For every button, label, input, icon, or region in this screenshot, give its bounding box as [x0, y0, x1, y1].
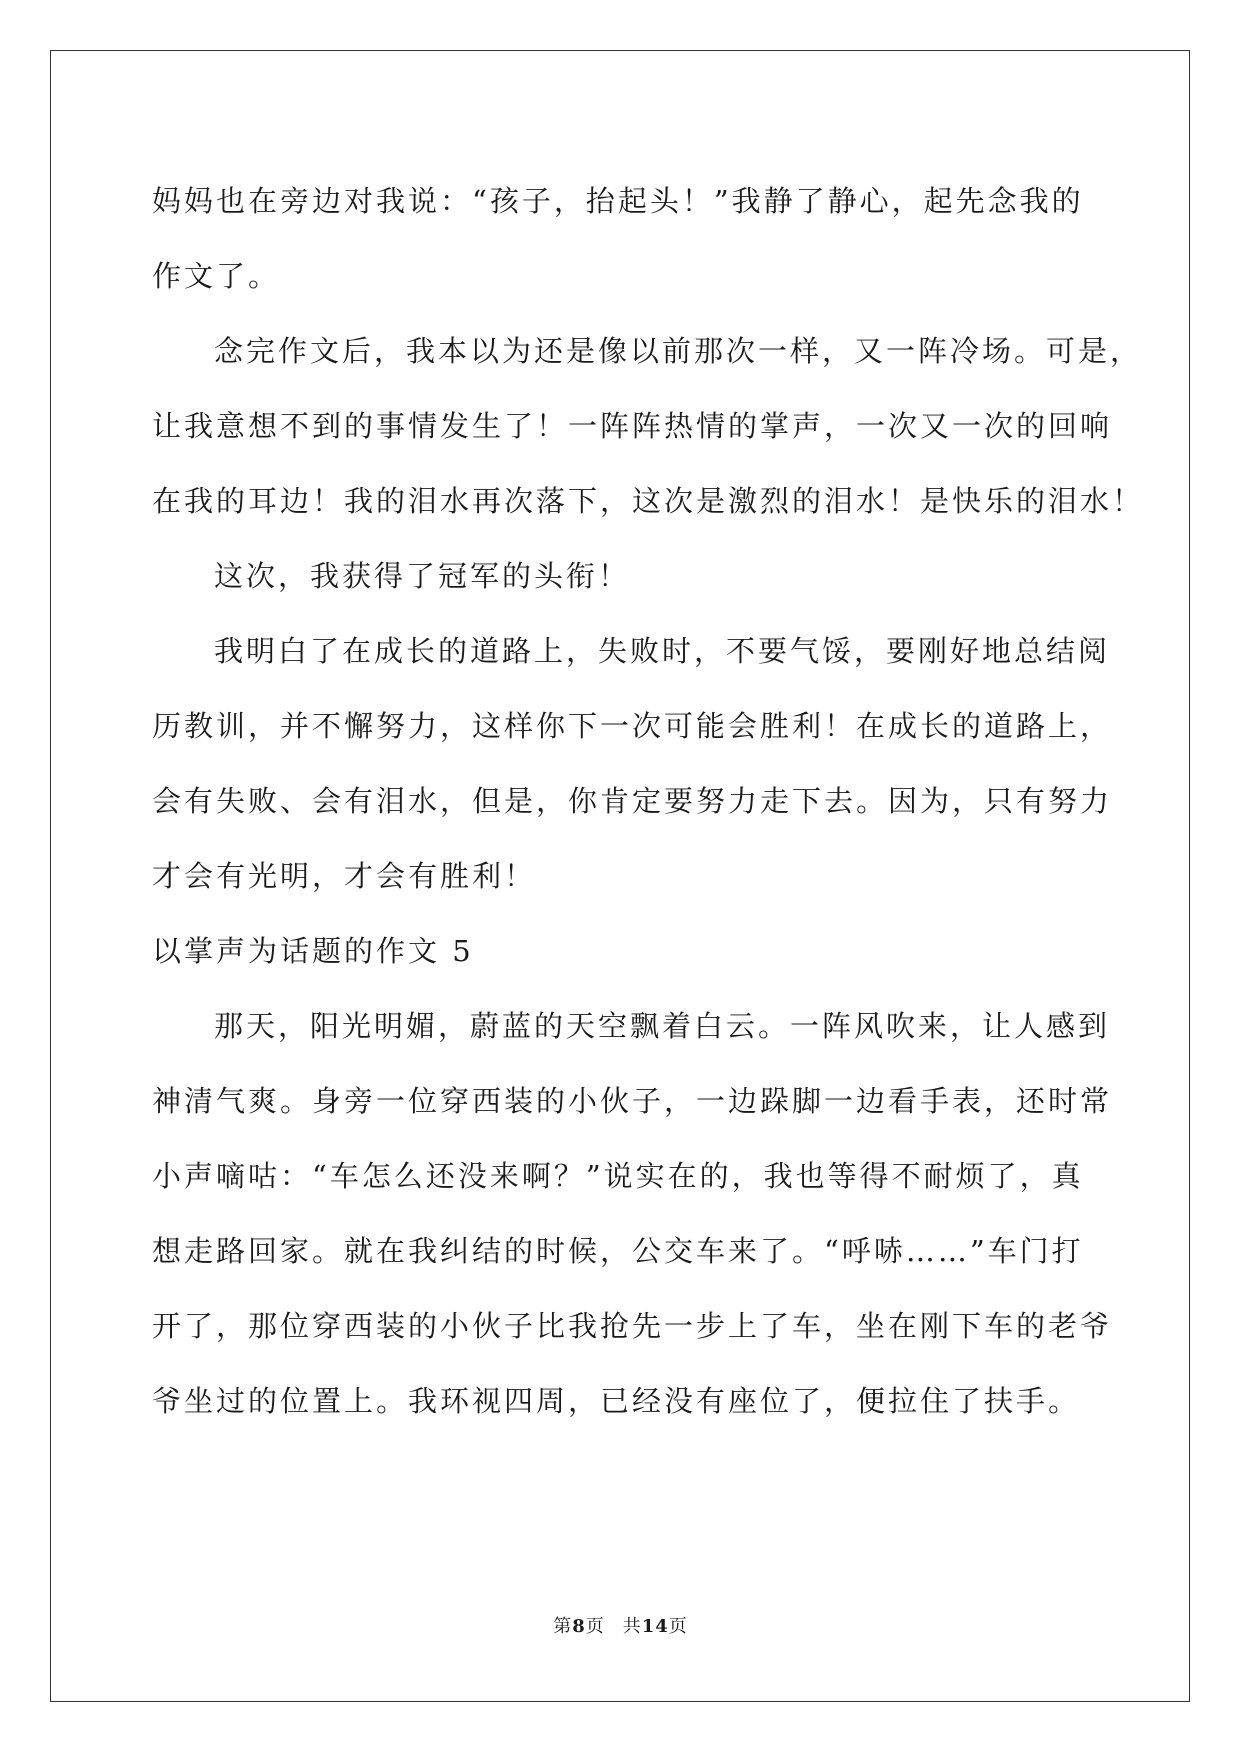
- section-heading: 以掌声为话题的作文 5: [152, 934, 474, 968]
- total-pages: 14: [641, 1616, 669, 1637]
- text-line: 爷坐过的位置上。我环视四周，已经没有座位了，便拉住了扶手。: [152, 1384, 1081, 1418]
- text-line: 那天，阳光明媚，蔚蓝的天空飘着白云。一阵风吹来，让人感到: [214, 1009, 1111, 1043]
- text-line: 在我的耳边！我的泪水再次落下，这次是激烈的泪水！是快乐的泪水！: [152, 484, 1145, 518]
- page-number-suffix: 页: [585, 1616, 605, 1637]
- paragraph-2: [152, 314, 1145, 539]
- text-line: 才会有光明，才会有胜利！: [152, 859, 537, 893]
- page-number-prefix: 第: [553, 1616, 573, 1637]
- page-number: 8: [572, 1616, 586, 1637]
- text-line: 会有失败、会有泪水，但是，你肯定要努力走下去。因为，只有努力: [152, 784, 1113, 818]
- paragraph-5: [152, 989, 1113, 1439]
- paragraph-4: [152, 614, 1113, 914]
- text-line: 妈妈也在旁边对我说：“孩子，抬起头！”我静了静心，起先念我的: [152, 184, 1084, 218]
- text-line: 小声嘀咕：“车怎么还没来啊？”说实在的，我也等得不耐烦了，真: [152, 1159, 1084, 1193]
- document-body: [152, 164, 1145, 1439]
- paragraph-3: [152, 539, 1092, 614]
- page-footer: [0, 1612, 1241, 1638]
- total-pages-prefix: 共: [622, 1616, 642, 1637]
- text-line: 这次，我获得了冠军的头衔！: [214, 559, 631, 593]
- text-line: 想走路回家。就在我纠结的时候，公交车来了。“呼哧……”车门打: [152, 1234, 1084, 1268]
- total-pages-suffix: 页: [668, 1616, 688, 1637]
- text-line: 开了，那位穿西装的小伙子比我抢先一步上了车，坐在刚下车的老爷: [152, 1309, 1113, 1343]
- text-line: 我明白了在成长的道路上，失败时，不要气馁，要刚好地总结阅: [214, 634, 1111, 668]
- text-line: 让我意想不到的事情发生了！一阵阵热情的掌声，一次又一次的回响: [152, 409, 1113, 443]
- paragraph-1: [152, 164, 1092, 314]
- text-line: 神清气爽。身旁一位穿西装的小伙子，一边跺脚一边看手表，还时常: [152, 1084, 1113, 1118]
- text-line: 历教训，并不懈努力，这样你下一次可能会胜利！在成长的道路上，: [152, 709, 1113, 743]
- text-line: 作文了。: [152, 259, 281, 293]
- text-line: 念完作文后，我本以为还是像以前那次一样，又一阵冷场。可是，: [214, 334, 1143, 368]
